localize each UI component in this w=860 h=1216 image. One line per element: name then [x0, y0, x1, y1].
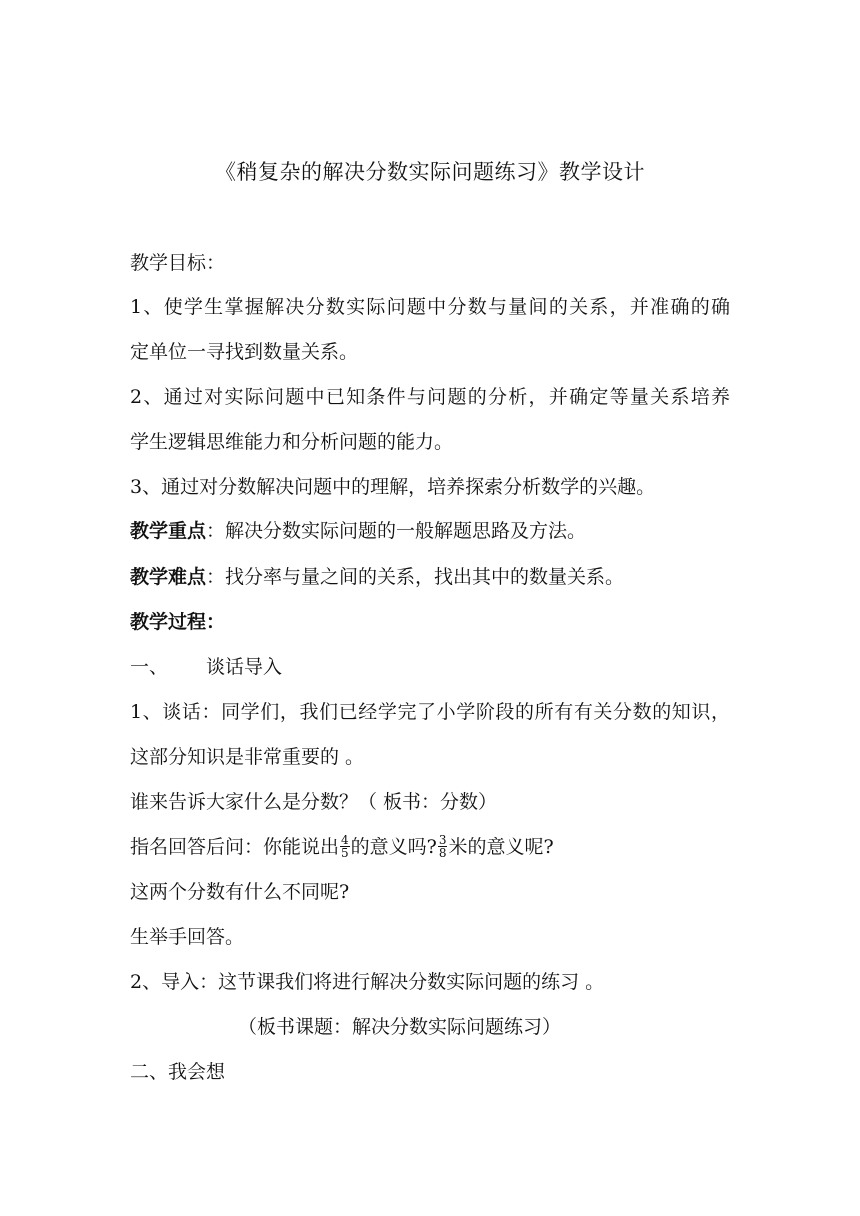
board-topic: （板书课题：解决分数实际问题练习）: [238, 1016, 562, 1038]
fraction-three-eighths: [438, 834, 448, 859]
goal-2-line-2: 学生逻辑思维能力和分析问题的能力。: [130, 431, 454, 453]
goal-2-line-1: 2、通过对实际问题中已知条件与问题的分析，并确定等量关系培养: [130, 386, 730, 408]
fraction-four-fifths: [340, 834, 350, 859]
students-answer: 生举手回答。: [130, 926, 245, 948]
question-what-is-fraction: 谁来告诉大家什么是分数？（ 板书：分数）: [130, 791, 498, 813]
fraction-1-numerator: 4: [341, 832, 349, 847]
question-difference: 这两个分数有什么不同呢?: [130, 881, 350, 903]
talk-line-2: 这部分知识是非常重要的 。: [130, 746, 365, 768]
question-middle: 的意义吗?: [350, 836, 437, 858]
question-fraction-meaning: [130, 832, 554, 862]
section-1-number: 一、: [130, 656, 169, 678]
difficult-point: [130, 562, 624, 592]
section-1-heading: [130, 652, 282, 682]
goal-1-line-1: 1、使学生掌握解决分数实际问题中分数与量间的关系，并准确的确: [130, 296, 730, 318]
section-2-heading: 二、我会想: [130, 1061, 226, 1083]
fraction-1-denominator: 5: [341, 845, 349, 860]
question-suffix: 米的意义呢?: [448, 836, 554, 858]
goal-1-line-2: 定单位一寻找到数量关系。: [130, 341, 359, 363]
key-point-label: 教学重点: [130, 520, 207, 542]
section-1-title: 谈话导入: [206, 656, 283, 678]
difficult-point-text: ：找分率与量之间的关系，找出其中的数量关系。: [206, 566, 625, 588]
goals-heading: 教学目标：: [130, 252, 226, 274]
goal-3: 3、通过对分数解决问题中的理解，培养探索分析数学的兴趣。: [130, 476, 656, 498]
intro-line: 2、导入：这节课我们将进行解决分数实际问题的练习 。: [130, 971, 605, 993]
difficult-point-label: 教学难点: [130, 566, 207, 588]
talk-line-1: 1、谈话：同学们，我们已经学完了小学阶段的所有有关分数的知识，: [130, 701, 730, 723]
document-title: 《稍复杂的解决分数实际问题练习》教学设计: [215, 160, 645, 184]
process-heading: 教学过程：: [130, 611, 226, 633]
fraction-2-denominator: 8: [438, 845, 447, 860]
key-point-text: ：解决分数实际问题的一般解题思路及方法。: [206, 520, 587, 542]
fraction-2-numerator: 3: [438, 832, 447, 847]
question-prefix: 指名回答后问：你能说出: [130, 836, 340, 858]
key-point: [130, 516, 586, 546]
